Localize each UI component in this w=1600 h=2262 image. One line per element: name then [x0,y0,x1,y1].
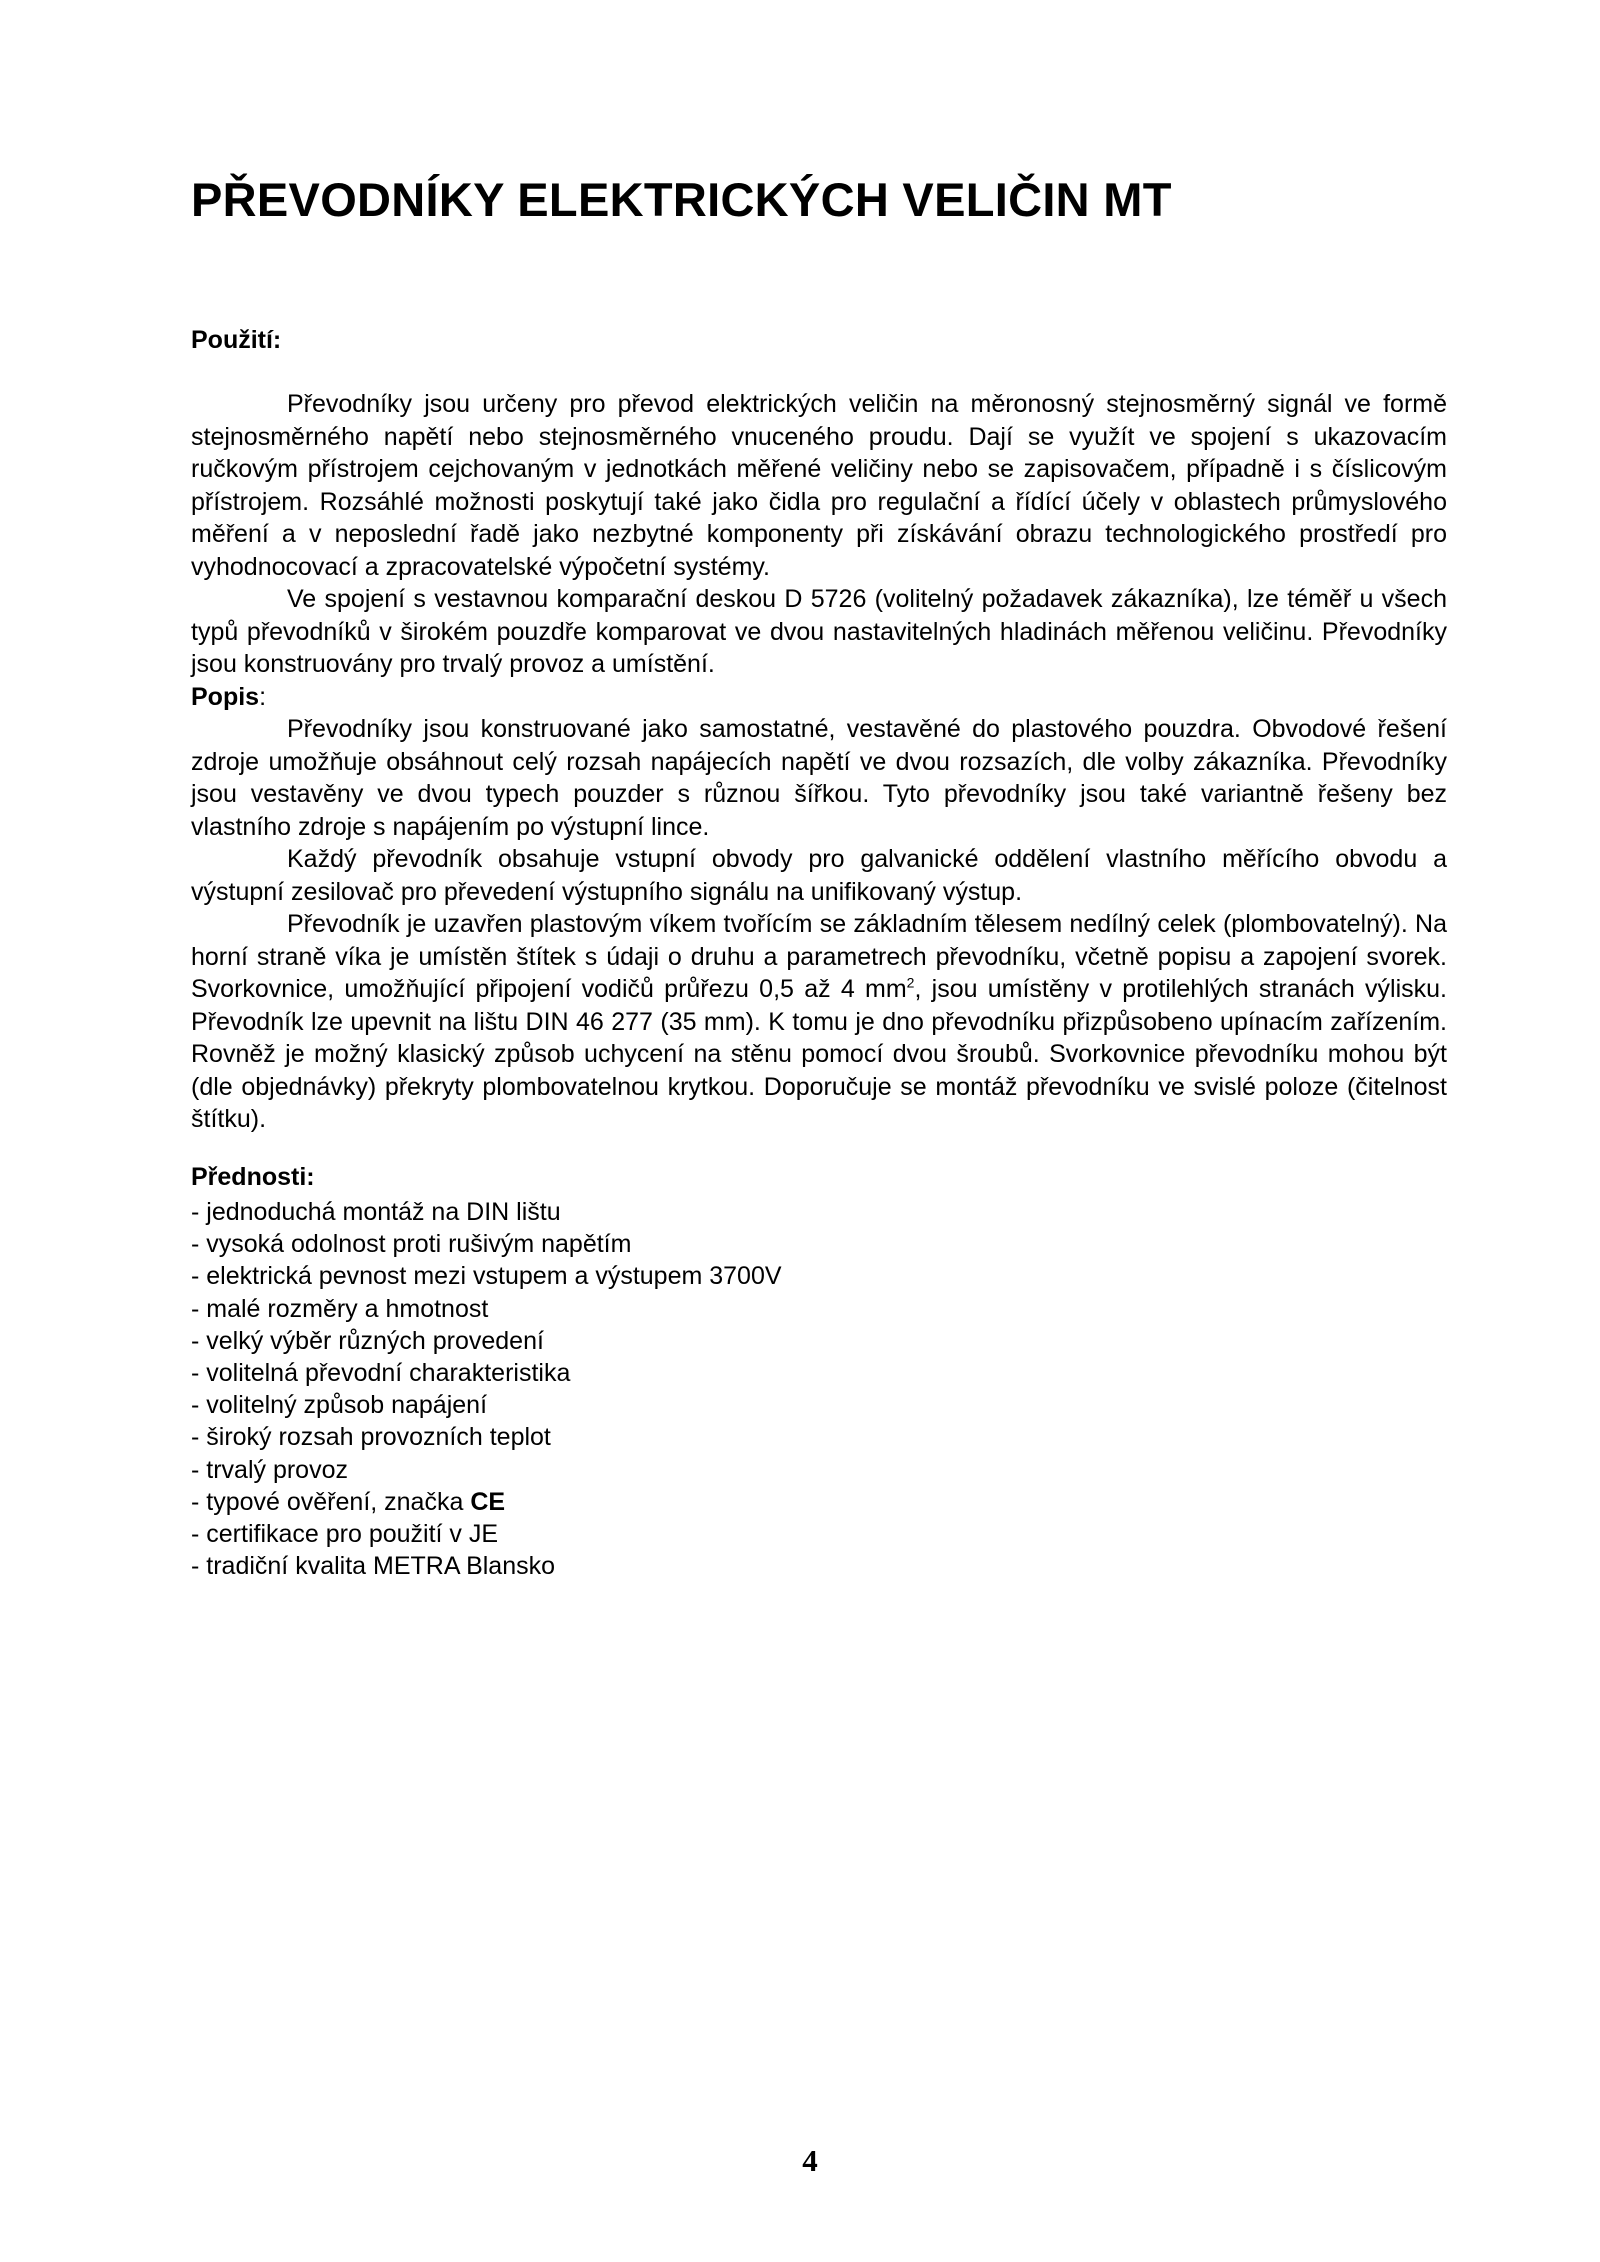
popis-heading-colon: : [259,682,267,711]
popis-paragraph-3 [191,908,1447,1136]
body-text [191,388,1447,1136]
ce-mark: CE [470,1487,506,1516]
section-heading-prednosti: Přednosti: [191,1163,315,1191]
ce-item-text: - typové ověření, značka [191,1487,471,1516]
list-item: - elektrická pevnost mezi vstupem a výstupem 3700V [191,1262,782,1291]
list-item: - vysoká odolnost proti rušivým napětím [191,1230,632,1259]
list-item-ce [191,1486,782,1518]
list-item: - malé rozměry a hmotnost [191,1294,489,1323]
pouziti-paragraph-2: Ve spojení s vestavnou komparační deskou D 5726 (volitelný požadavek zákazníka), lze téměř u všech typů převodníků v širokém pouzdře komparovat ve dvou nastavitelných hladinách měřenou veličinu. Převodníky jsou konstruovány pro trvalý provoz a umístění. [191,585,1447,678]
popis-paragraph-2: Každý převodník obsahuje vstupní obvody pro galvanické oddělení vlastního měřícího obvodu a výstupní zesilovač pro převedení výstupního signálu na unifikovaný výstup. [191,845,1447,906]
list-item: - certifikace pro použití v JE [191,1520,499,1549]
list-item: - velký výběr různých provedení [191,1326,544,1355]
list-item: - volitelný způsob napájení [191,1391,488,1420]
pouziti-paragraph-1: Převodníky jsou určeny pro převod elektrických veličin na měronosný stejnosměrný signál ve formě stejnosměrného napětí nebo stejnosměrného vnuceného proudu. Dají se využít ve spojení s ukazovacím ručkovým přístrojem cejchovaným v jednotkách měřené veličiny nebo se zapisovačem, případně i s číslicovým přístrojem. Rozsáhlé možnosti poskytují také jako čidla pro regulační a řídící účely v oblastech průmyslového měření a v neposlední řadě jako nezbytné komponenty při získávání obrazu technologického prostředí pro vyhodnocovací a zpracovatelské výpočetní systémy. [191,390,1447,581]
list-item: - široký rozsah provozních teplot [191,1423,551,1452]
popis-paragraph-3-part-2: , jsou umístěny v protilehlých stranách výlisku. Převodník lze upevnit na lištu DIN 46 277 (35 mm). K tomu je dno převodníku přizpůsobeno upínacím zařízením. Rovněž je možný klasický způsob uchycení na stěnu pomocí dvou šroubů. Svorkovnice převodníku mohou být (dle objednávky) překryty plombovatelnou krytkou. Doporučuje se montáž převodníku ve svislé poloze (čitelnost štítku). [191,975,1447,1133]
popis-heading-label: Popis [191,682,260,711]
popis-paragraph-1: Převodníky jsou konstruované jako samostatné, vestavěné do plastového pouzdra. Obvodové řešení zdroje umožňuje obsáhnout celý rozsah napájecích napětí ve dvou rozsazích, dle volby zákazníka. Převodníky jsou vestavěny ve dvou typech pouzder s různou šířkou. Tyto převodníky jsou také variantně řešeny bez vlastního zdroje s napájením po výstupní lince. [191,715,1447,841]
list-item: - jednoduchá montáž na DIN lištu [191,1198,561,1226]
list-item: - volitelná převodní charakteristika [191,1359,571,1388]
section-heading-pouziti: Použití: [191,326,282,354]
advantages-list [191,1196,782,1582]
page-number: 4 [802,2143,818,2178]
page-title: PŘEVODNÍKY ELEKTRICKÝCH VELIČIN MT [191,173,1172,226]
list-item: - trvalý provoz [191,1455,348,1484]
section-heading-popis [191,681,1447,714]
superscript-2: 2 [906,974,915,991]
popis-paragraph-3-part-1: Převodník je uzavřen plastovým víkem tvořícím se základním tělesem nedílný celek (plombovatelný). Na horní straně víka je umístěn štítek s údaji o druhu a parametrech převodníku, včetně popisu a zapojení svorek. Svorkovnice, umožňující připojení vodičů průřezu 0,5 až 4 mm [191,910,1447,1003]
list-item: - tradiční kvalita METRA Blansko [191,1552,556,1581]
